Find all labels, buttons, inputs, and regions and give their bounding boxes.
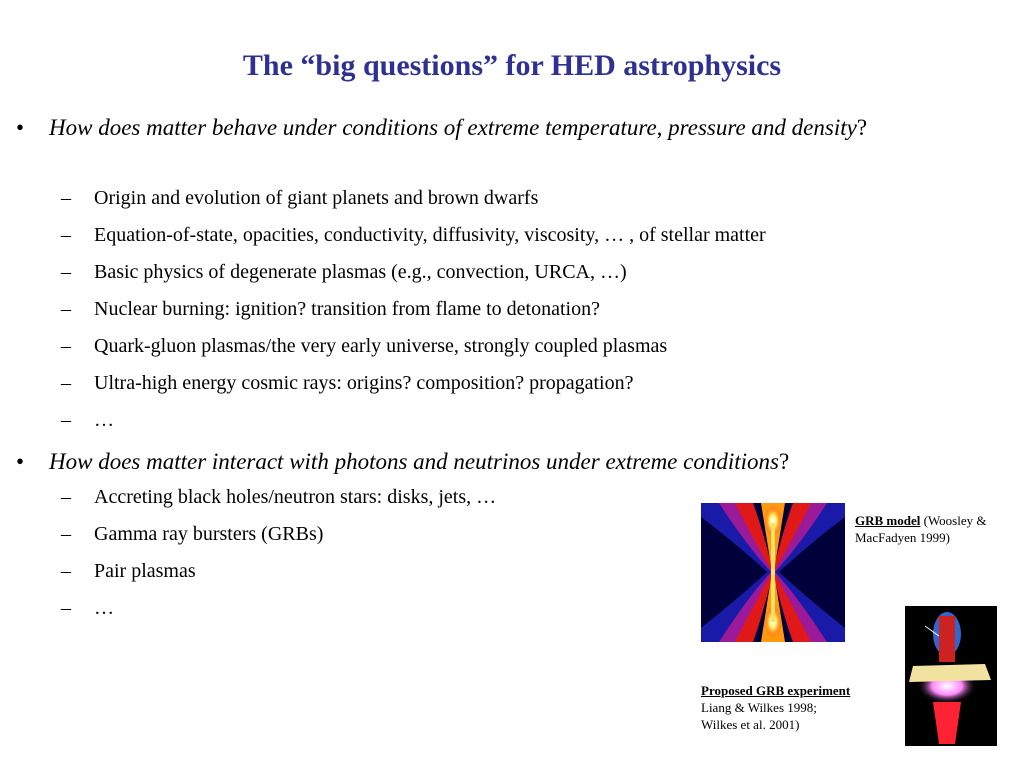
grb-experiment-image	[905, 606, 997, 746]
sub-bullet	[61, 259, 974, 285]
bullet-matter-behavior	[16, 112, 989, 143]
bullet-question-text: How does matter interact with photons and neutrinos under extreme conditions	[49, 449, 779, 474]
sub-bullet	[61, 333, 974, 359]
sub-bullet-text: Quark-gluon plasmas/the very early universe, strongly coupled plasmas	[94, 335, 668, 357]
sub-bullet-text: Pair plasmas	[94, 560, 196, 582]
grb-model-link[interactable]: GRB model	[855, 513, 921, 528]
dash-marker: –	[61, 372, 71, 394]
sub-bullet-text: Basic physics of degenerate plasmas (e.g., convection, URCA, …)	[94, 261, 627, 283]
sub-bullet	[61, 296, 974, 322]
dash-marker: –	[61, 187, 71, 209]
bullet-question-mark: ?	[856, 115, 868, 140]
dash-marker: –	[61, 224, 71, 246]
dash-marker: –	[61, 523, 71, 545]
sub-bullet-text: Equation-of-state, opacities, conductivity, diffusivity, viscosity, … , of stellar matter	[94, 224, 766, 246]
grb-experiment-caption	[701, 682, 901, 733]
grb-experiment-citation-1: Liang & Wilkes 1998;	[701, 700, 817, 715]
bullet-photon-neutrino	[16, 446, 989, 477]
sub-bullet-text: Accreting black holes/neutron stars: disks, jets, …	[94, 486, 497, 508]
sub-bullet-text: Origin and evolution of giant planets and brown dwarfs	[94, 187, 539, 209]
dash-marker: –	[61, 298, 71, 320]
dash-marker: –	[61, 486, 71, 508]
sub-bullet-text: Nuclear burning: ignition? transition from flame to detonation?	[94, 298, 600, 320]
dash-marker: –	[61, 409, 71, 431]
grb-model-citation: (Woosley & MacFadyen 1999)	[855, 513, 987, 545]
sub-bullet	[61, 185, 974, 211]
dash-marker: –	[61, 261, 71, 283]
bullet-question-mark: ?	[778, 449, 790, 474]
grb-experiment-link[interactable]: Proposed GRB experiment	[701, 683, 851, 698]
grb-model-caption	[855, 512, 1020, 546]
sub-bullet	[61, 370, 974, 396]
bullet-question-text: How does matter behave under conditions of extreme temperature, pressure and density	[49, 115, 857, 140]
grb-model-image	[701, 503, 845, 642]
sub-bullet	[61, 407, 974, 433]
dash-marker: –	[61, 335, 71, 357]
slide-title: The “big questions” for HED astrophysics	[242, 49, 782, 82]
sub-bullet-text: …	[94, 409, 114, 431]
sub-bullet-text: Gamma ray bursters (GRBs)	[94, 523, 324, 545]
sub-bullet-text: …	[94, 597, 114, 619]
dash-marker: –	[61, 560, 71, 582]
bullet-marker: •	[16, 115, 25, 140]
sub-bullet-text: Ultra-high energy cosmic rays: origins? composition? propagation?	[94, 372, 634, 394]
grb-experiment-citation-2: Wilkes et al. 2001)	[701, 717, 800, 732]
sub-bullet	[61, 222, 974, 248]
bullet-marker: •	[16, 449, 25, 474]
dash-marker: –	[61, 597, 71, 619]
